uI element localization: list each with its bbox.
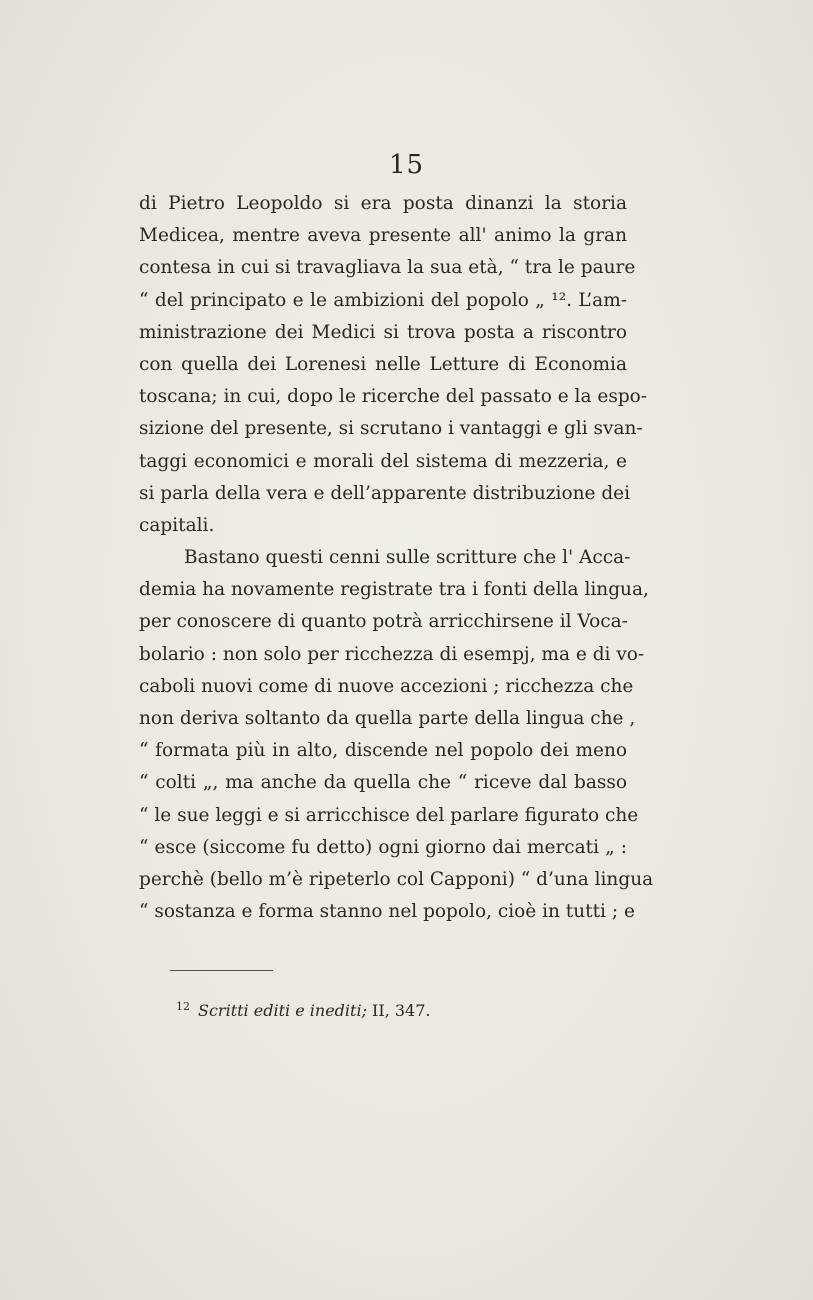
text-line: “ sostanza e forma stanno nel popolo, cioè in tutti ; e <box>139 901 635 923</box>
footnote-title: Scritti editi e inediti; <box>198 1001 367 1020</box>
footnote-rule <box>170 970 273 971</box>
text-line: “ esce (siccome fu detto) ogni giorno dai mercati „ : <box>139 836 627 858</box>
text-line: con quella dei Lorenesi nelle Letture di Economia <box>139 353 627 375</box>
footnote-marker: 12 <box>176 1000 190 1013</box>
text-line: Medicea, mentre aveva presente all' animo la gran <box>139 225 627 247</box>
text-line: perchè (bello m’è ripeterlo col Capponi) “ d’una lingua <box>139 868 654 890</box>
text-line: “ del principato e le ambizioni del popolo „ ¹². L’am- <box>139 289 627 311</box>
text-line: non deriva soltanto da quella parte della lingua che , <box>139 708 636 729</box>
footnote <box>176 1000 430 1020</box>
text-line: si parla della vera e dell’apparente distribuzione dei <box>139 482 631 504</box>
text-line: bolario : non solo per ricchezza di esempj, ma e di vo- <box>139 643 645 665</box>
body-text <box>139 188 654 928</box>
text-line: sizione del presente, si scrutano i vantaggi e gli svan- <box>139 418 643 440</box>
text-line: “ colti „, ma anche da quella che “ riceve dal basso <box>139 772 627 794</box>
text-line: ministrazione dei Medici si trova posta a riscontro <box>139 321 627 343</box>
footnote-ref: II, 347. <box>372 1001 431 1020</box>
text-line: demia ha novamente registrate tra i fonti della lingua, <box>139 579 649 601</box>
text-line: “ le sue leggi e si arricchisce del parlare figurato che <box>139 804 639 826</box>
text-line: per conoscere di quanto potrà arricchirsene il Voca- <box>139 611 628 633</box>
text-line: Bastano questi cenni sulle scritture che l' Acca- <box>184 547 631 569</box>
text-line: taggi economici e morali del sistema di mezzeria, e <box>139 450 627 472</box>
text-line: capitali. <box>139 514 215 536</box>
text-line: caboli nuovi come di nuove accezioni ; ricchezza che <box>139 675 634 697</box>
page-number: 15 <box>388 150 425 180</box>
text-line: toscana; in cui, dopo le ricerche del passato e la espo- <box>139 386 648 408</box>
text-line: contesa in cui si travagliava la sua età, “ tra le paure <box>139 257 636 279</box>
text-line: “ formata più in alto, discende nel popolo dei meno <box>139 740 627 762</box>
text-line: di Pietro Leopoldo si era posta dinanzi la storia <box>139 193 627 214</box>
